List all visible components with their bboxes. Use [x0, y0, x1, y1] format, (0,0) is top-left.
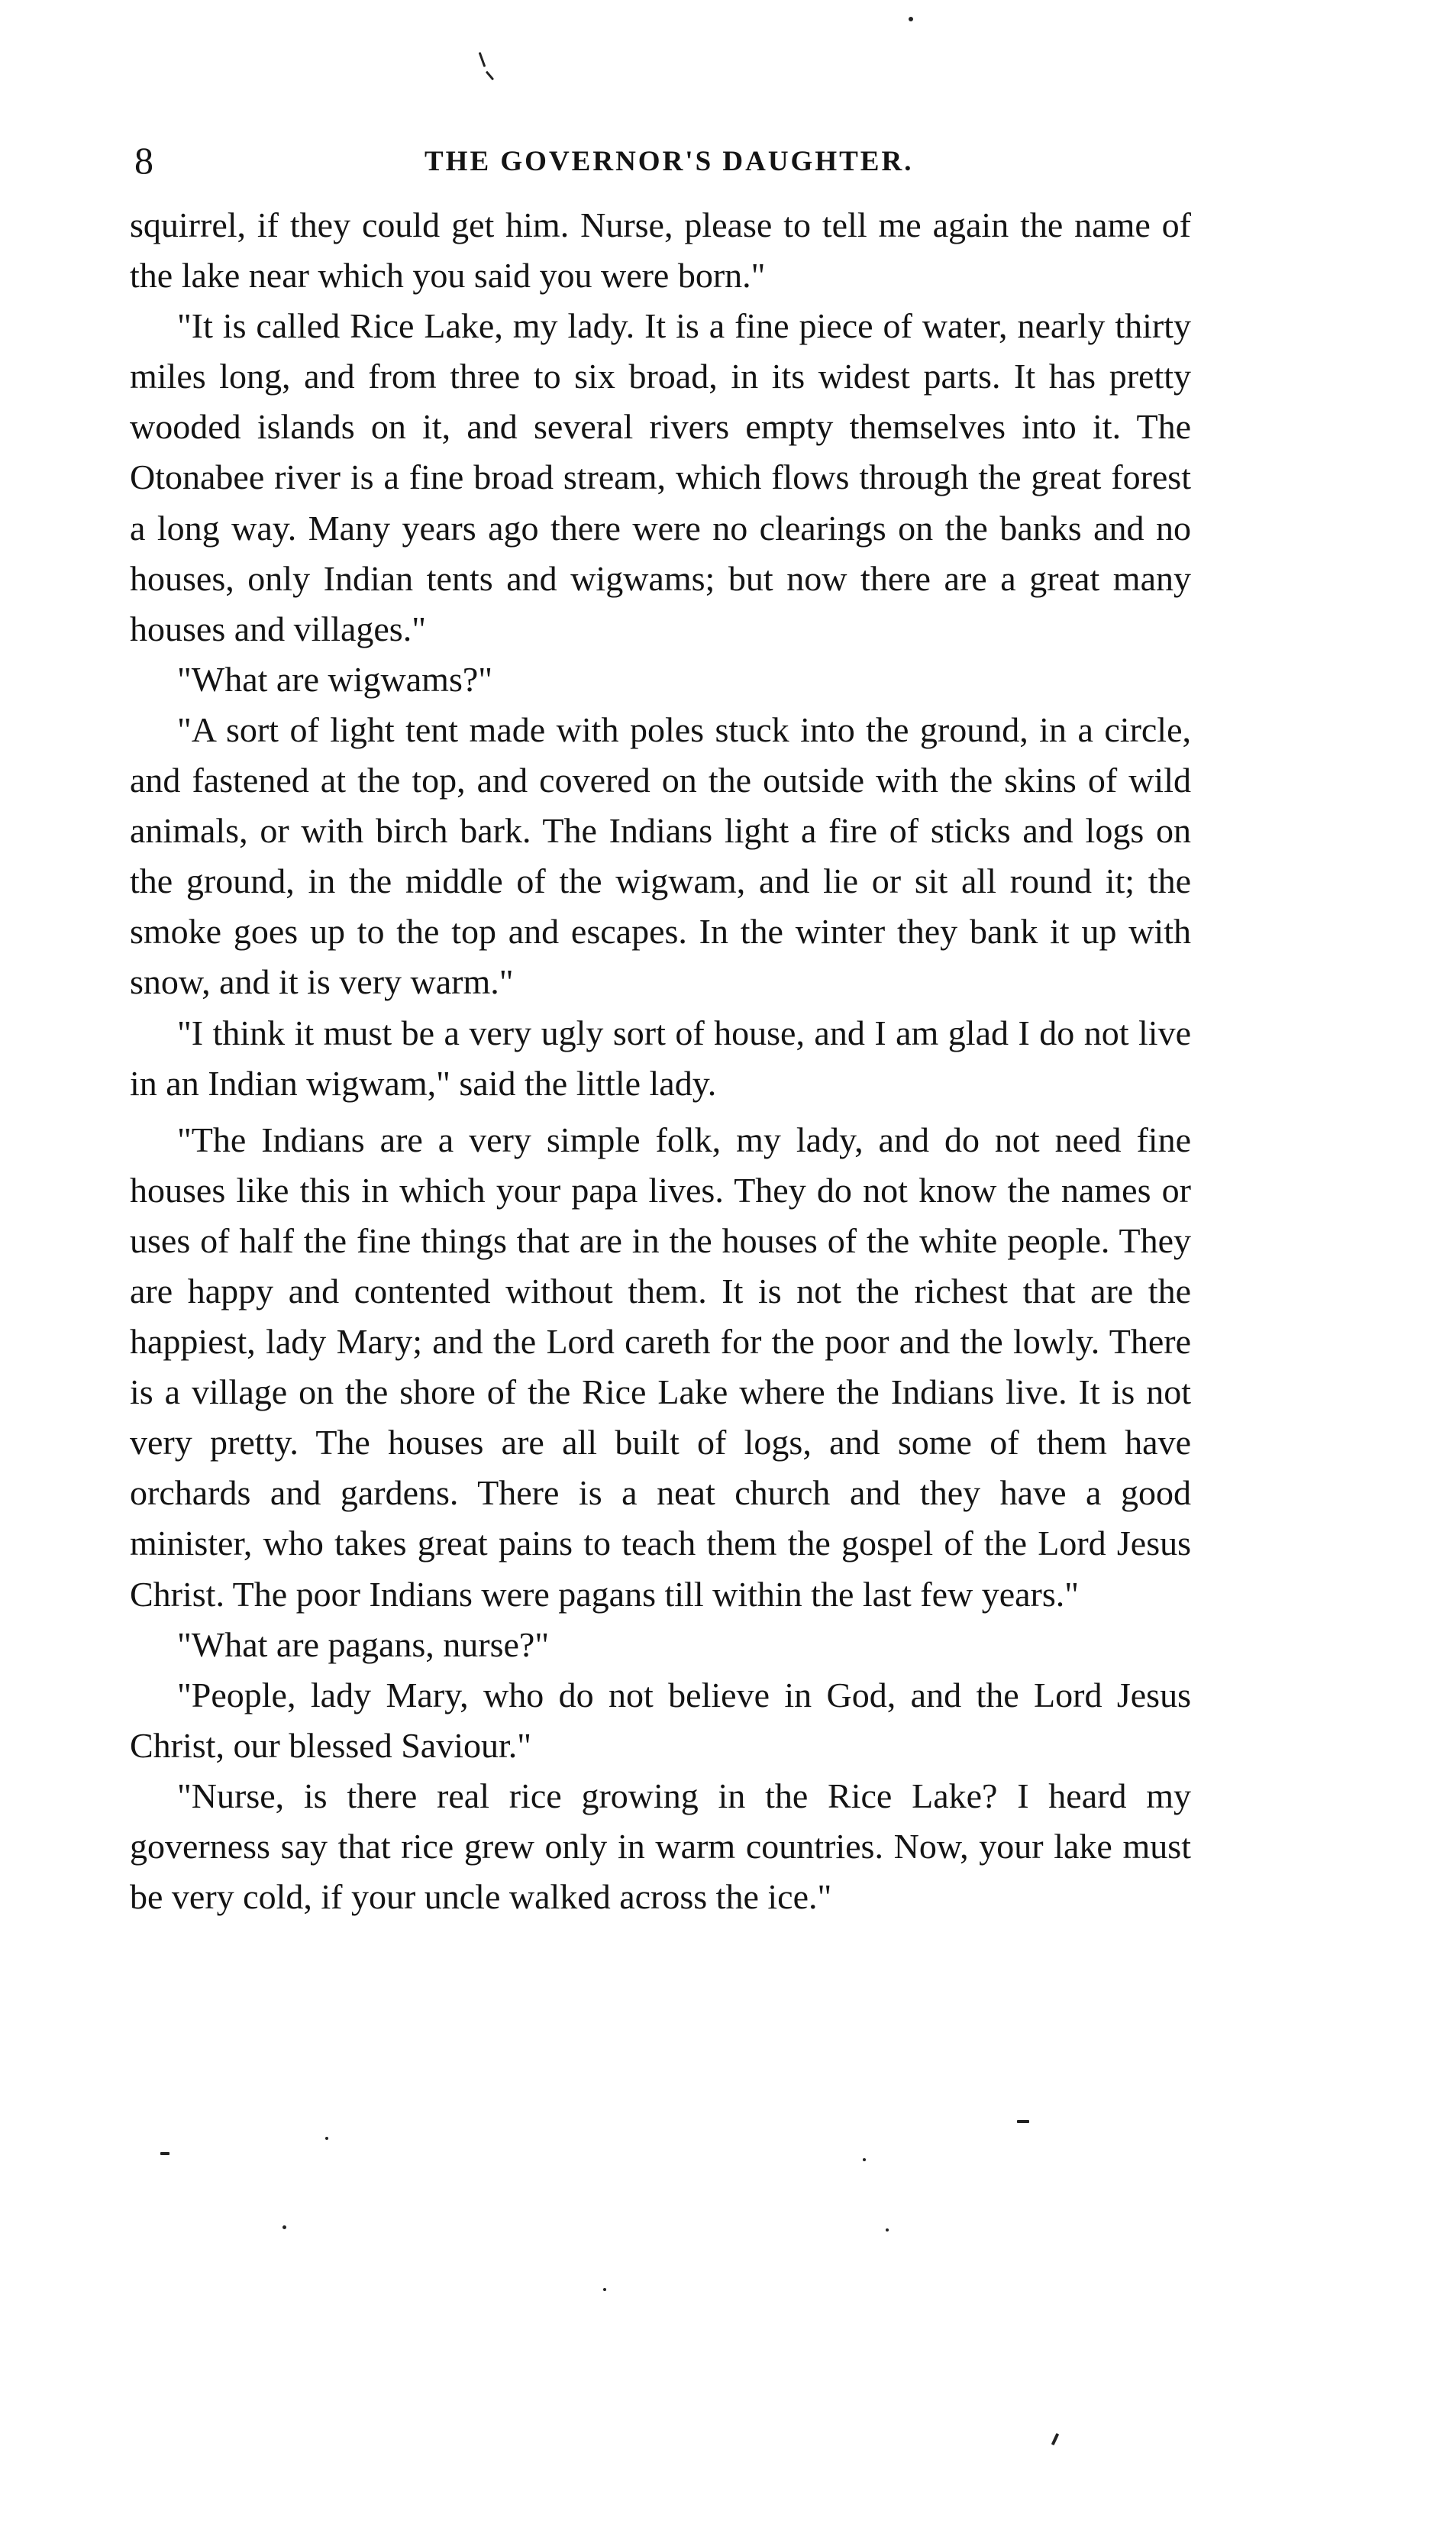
paragraph: "It is called Rice Lake, my lady. It is a fine piece of water, nearly thirty miles long, and from three to six broad, in its widest parts. It has pretty wooded islands on it, and several rivers empty themselves into it. The Otonabee river is a fine broad stream, which flows through the great forest a long way. Many years ago there were no clearings on the banks and no houses, only Indian tents and wigwams; but now there are a great many houses and villages." — [130, 306, 1191, 648]
book-title: THE GOVERNOR'S DAUGHTER. — [425, 146, 914, 177]
page-number: 8 — [134, 139, 153, 182]
body-text — [130, 200, 1191, 1922]
running-head — [134, 136, 1188, 185]
paragraph: "People, lady Mary, who do not believe in God, and the Lord Jesus Christ, our blessed Saviour." — [130, 1675, 1191, 1765]
scan-speck — [325, 2137, 328, 2140]
paragraph: "A sort of light tent made with poles stuck into the ground, in a circle, and fastened at the top, and covered on the outside with the skins of wild animals, or with birch bark. The Indians light a fire of sticks and logs on the ground, in the middle of the wigwam, and lie or sit all round it; the smoke goes up to the top and escapes. In the winter they bank it up with snow, and it is very warm." — [130, 709, 1191, 1002]
scan-speck — [160, 2152, 169, 2155]
scan-speck — [486, 71, 494, 81]
scan-speck — [909, 17, 913, 21]
paragraph: "I think it must be a very ugly sort of house, and I am glad I do not live in an Indian wigwam," said the little lady. — [130, 1013, 1191, 1103]
scan-speck — [1051, 2433, 1059, 2445]
scan-speck — [479, 52, 486, 67]
scan-speck — [603, 2288, 606, 2291]
paragraph: "What are pagans, nurse?" — [177, 1624, 550, 1664]
scan-speck — [863, 2158, 866, 2161]
scan-speck — [1017, 2120, 1029, 2123]
paragraph: "Nurse, is there real rice growing in the Rice Lake? I heard my governess say that rice grew only in warm countries. Now, your lake must be very cold, if your uncle walked across the ice." — [130, 1776, 1191, 1917]
scan-speck — [282, 2225, 286, 2229]
paragraph: squirrel, if they could get him. Nurse, please to tell me again the name of the lake near which you said you were born." — [130, 205, 1191, 296]
scan-speck — [886, 2228, 889, 2232]
paragraph: "What are wigwams?" — [177, 659, 493, 699]
paragraph: "The Indians are a very simple folk, my lady, and do not need fine houses like this in which your papa lives. They do not know the names or uses of half the fine things that are in the houses of the white people. They are happy and contented without them. It is not the richest that are the happiest, lady Mary; and the Lord careth for the poor and the lowly. There is a village on the shore of the Rice Lake where the Indians live. It is not very pretty. The houses are all built of logs, and some of them have orchards and gardens. There is a neat church and they have a good minister, who takes great pains to teach them the gospel of the Lord Jesus Christ. The poor Indians were pagans till within the last few years." — [130, 1120, 1191, 1614]
